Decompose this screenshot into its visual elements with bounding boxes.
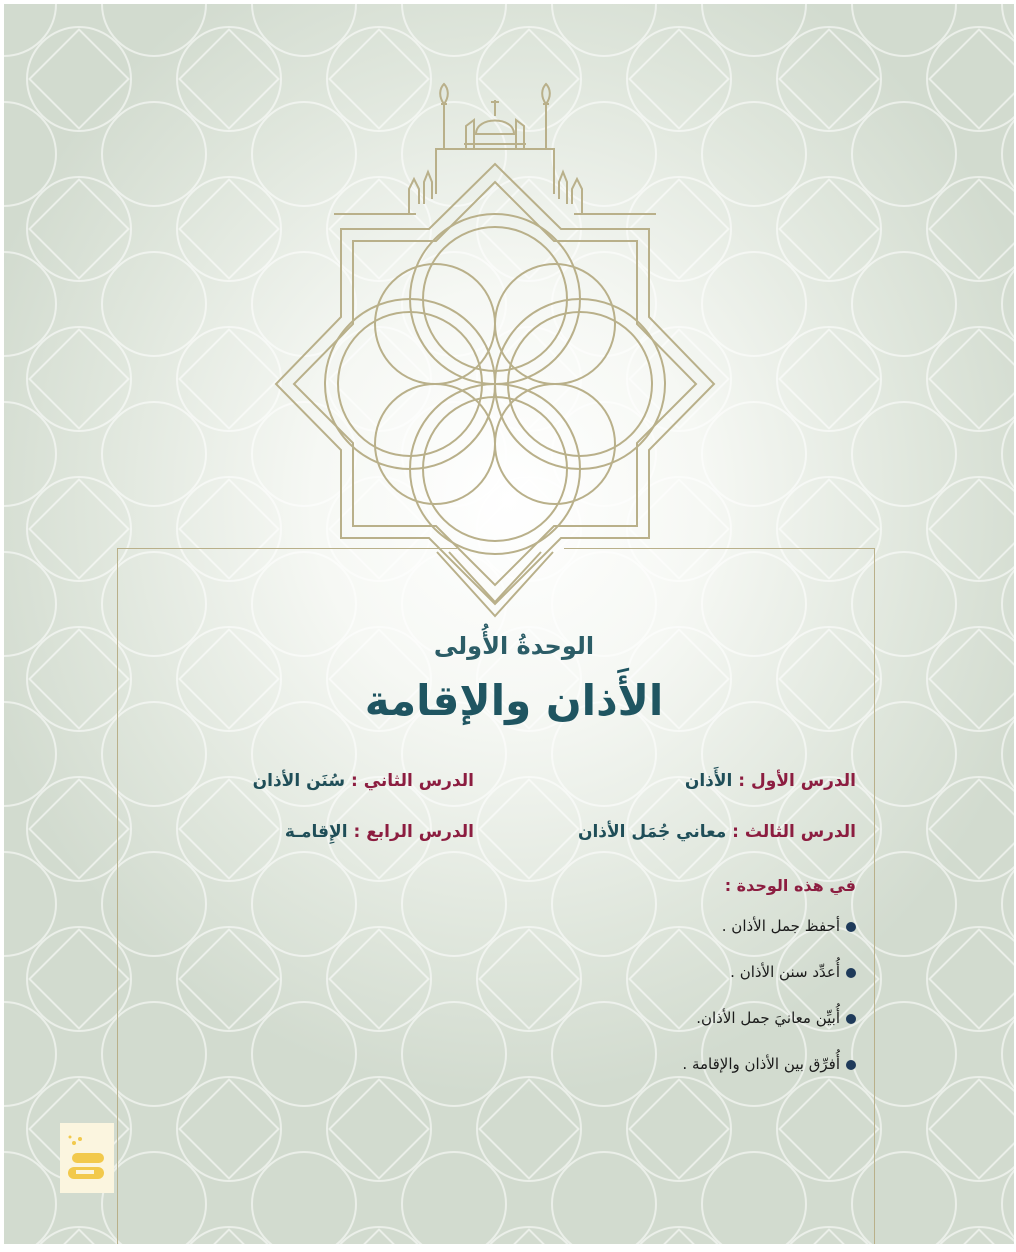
lesson-label: الدرس الأول [751,771,856,791]
mosque-skyline-icon [334,84,656,214]
objective-text: أحفظ جمل الأذان . [721,917,840,935]
lesson-label: الدرس الثالث [744,822,856,842]
bullet-icon [846,968,856,978]
lesson-separator: : [732,771,751,791]
bullet-icon [846,1060,856,1070]
objectives-list [682,914,856,1098]
lesson-name: معاني جُمَل الأذان [577,822,727,842]
frame-left-border [117,548,118,1244]
lesson-separator: : [726,822,745,842]
publisher-logo-icon [60,1123,114,1193]
lesson-label: الدرس الرابع [366,822,474,842]
list-item [682,1052,856,1098]
bullet-icon [846,1014,856,1024]
objective-text: أُعدِّد سنن الأذان . [730,963,840,981]
unit-subtitle: الوحدةُ الأُولى [433,632,595,660]
frame-top-border-left [117,548,457,549]
lesson-2 [253,771,474,791]
lesson-name: سُنَن الأذان [252,771,346,791]
list-item [682,914,856,960]
lesson-separator: : [345,771,364,791]
objective-text: أُفرِّق بين الأذان والإقامة . [682,1055,840,1073]
objective-text: أُبيِّن معانيَ جمل الأذان. [696,1009,840,1027]
page [4,4,1014,1244]
lesson-separator: : [347,822,367,842]
lesson-name: الأَذان [684,771,733,791]
frame-right-border [874,548,875,1244]
lesson-label: الدرس الثاني [363,771,474,791]
bullet-icon [846,922,856,932]
lesson-3 [578,822,856,842]
unit-title: الأَذان والإقامة [364,676,664,725]
list-item [682,960,856,1006]
frame-top-border-right [564,548,875,549]
lesson-name: الإِقامـة [284,822,348,842]
objectives-heading: في هذه الوحدة : [724,876,856,895]
lesson-4 [285,822,474,842]
lesson-1 [685,771,856,791]
list-item [682,1006,856,1052]
